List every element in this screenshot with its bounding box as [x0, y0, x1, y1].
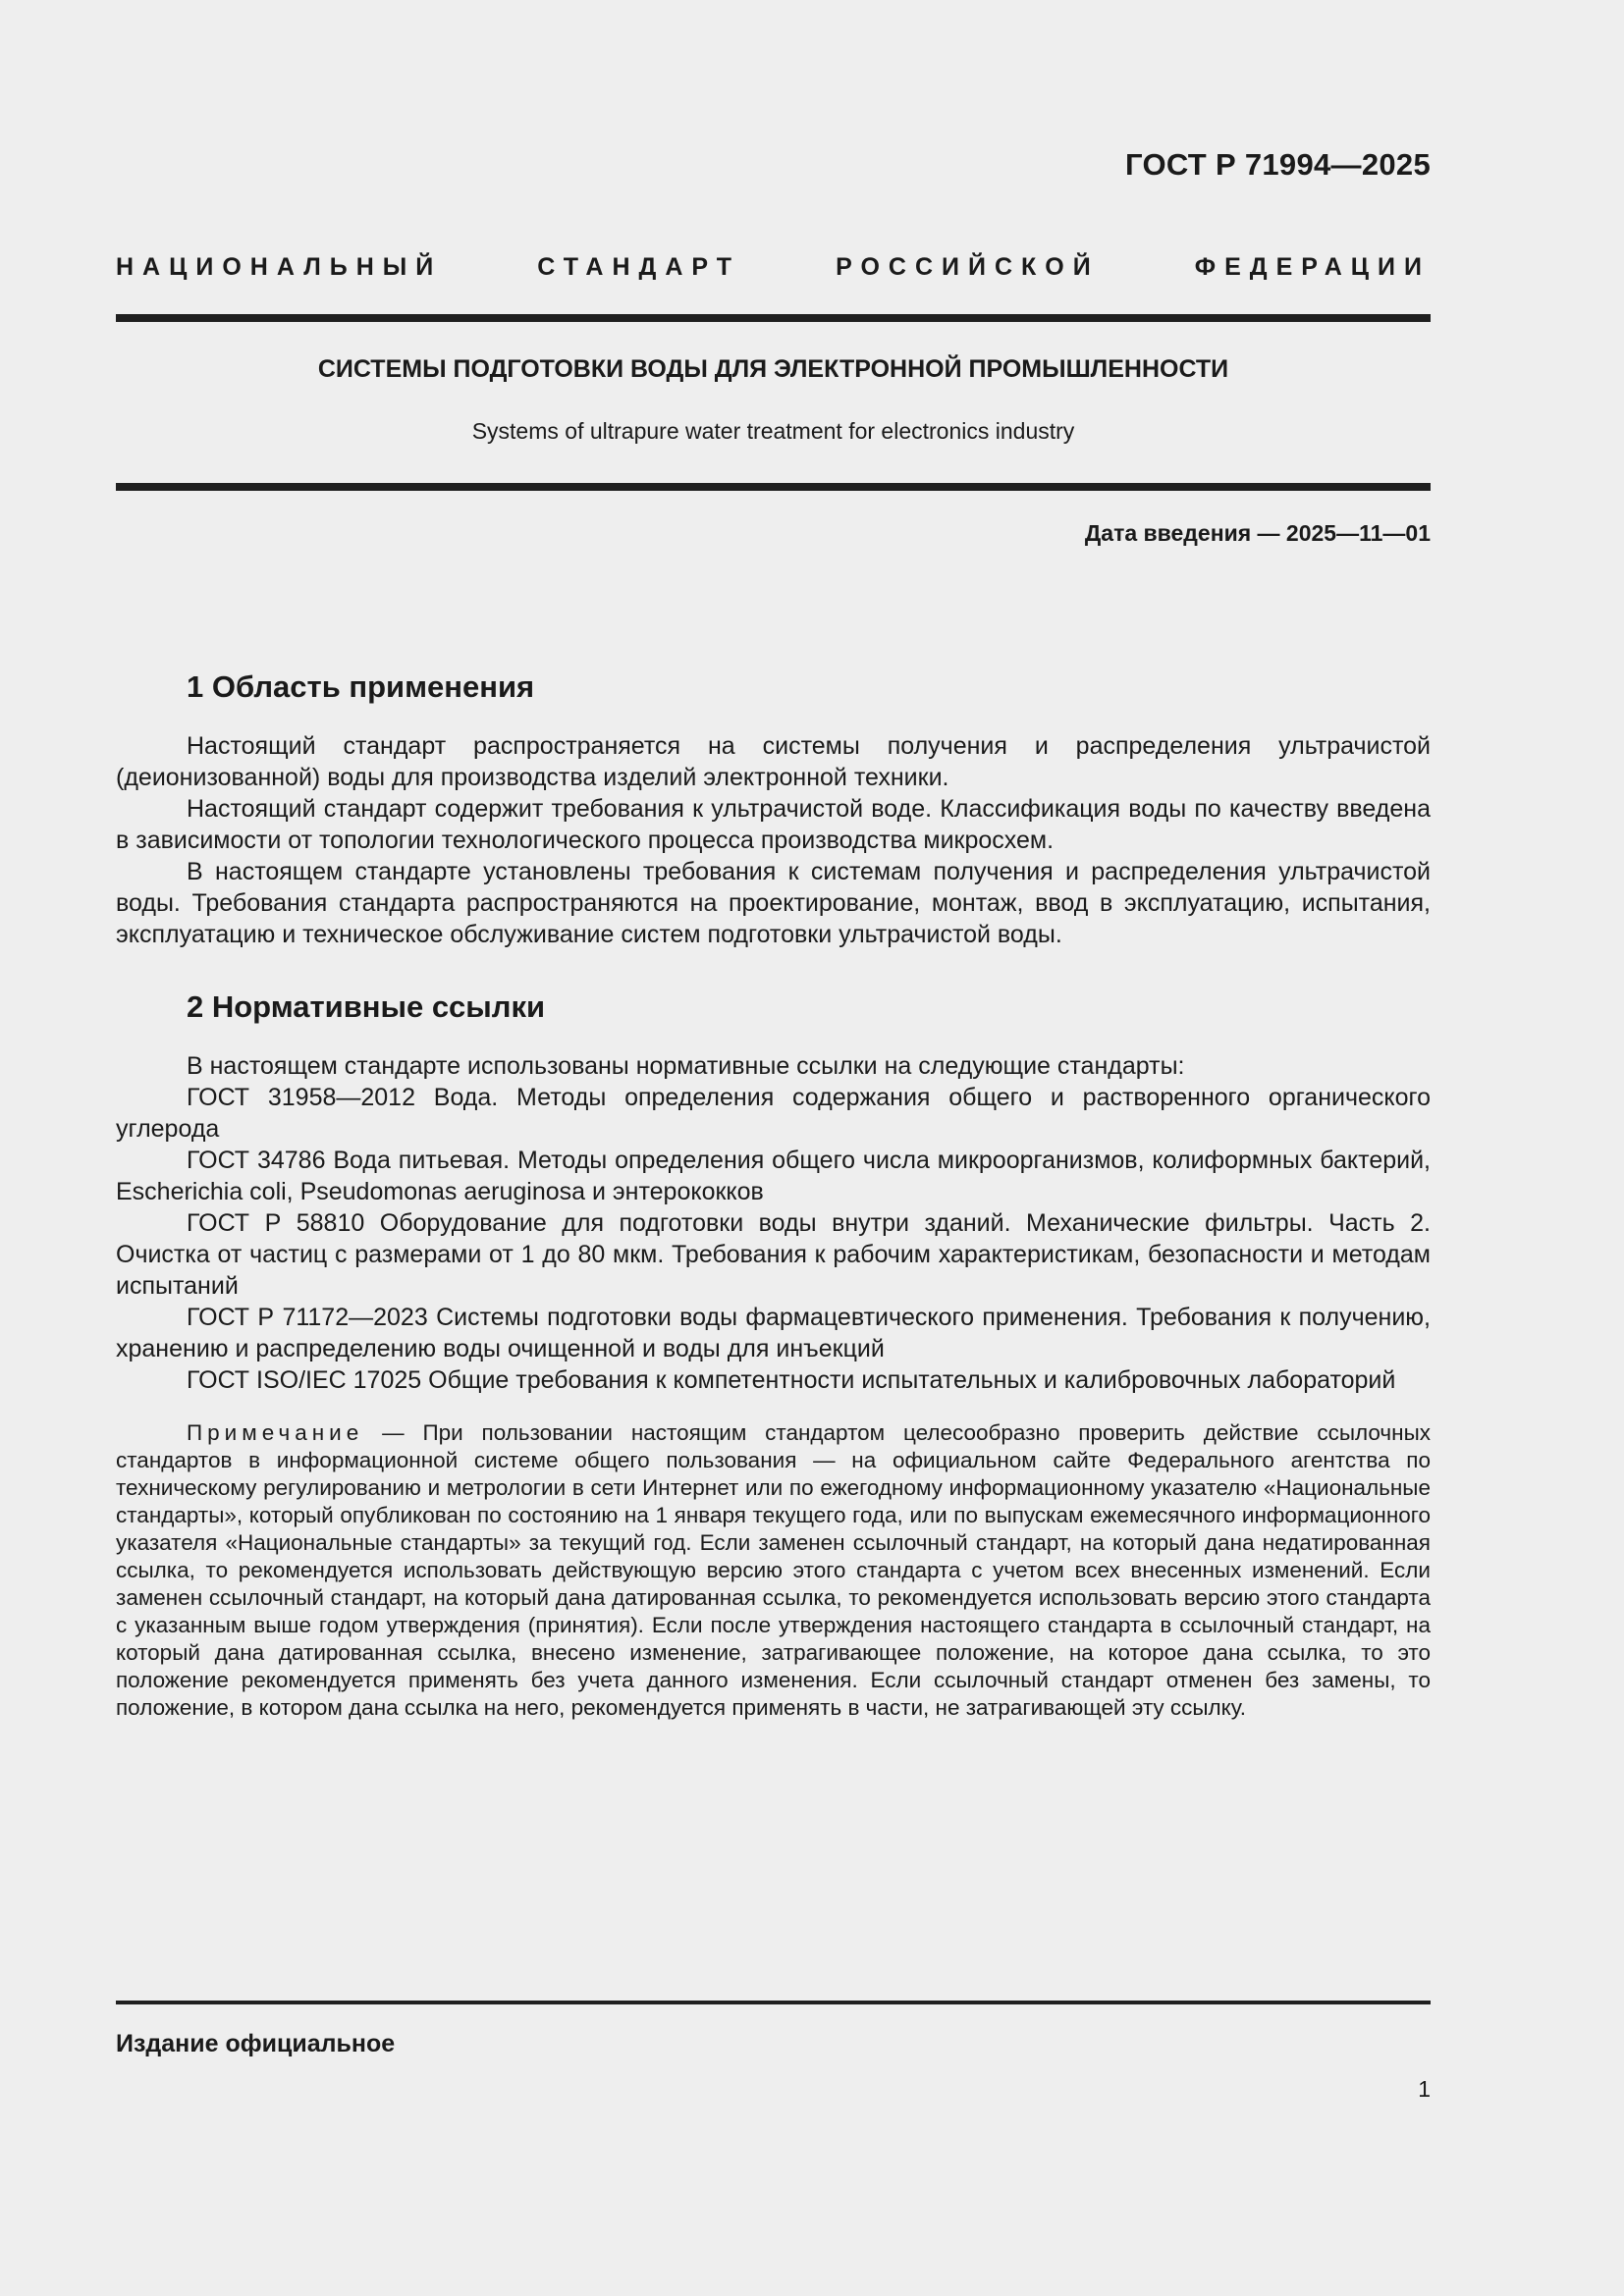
note-label: Примечание	[187, 1420, 364, 1445]
footer-rule	[116, 2001, 1431, 2004]
document-page	[116, 0, 1431, 2296]
section-heading-normative-references: 2 Нормативные ссылки	[187, 989, 546, 1024]
document-number: ГОСТ Р 71994—2025	[1125, 147, 1431, 182]
introduction-date: Дата введения — 2025—11—01	[1084, 520, 1431, 546]
reference-item: ГОСТ 34786 Вода питьевая. Методы определения общего числа микроорганизмов, колиформных бактерий, Escherichia coli, Pseudomonas aeruginosa и энтерококков	[116, 1147, 1431, 1205]
title-bottom-rule	[116, 483, 1431, 491]
document-body	[116, 667, 1431, 1744]
page-number: 1	[1418, 2076, 1431, 2102]
document-title-en: Systems of ultrapure water treatment for electronics industry	[471, 418, 1075, 444]
reference-item: ГОСТ 31958—2012 Вода. Методы определения содержания общего и растворенного органического углерода	[116, 1084, 1431, 1143]
section-heading-scope: 1 Область применения	[187, 669, 535, 704]
references-note	[116, 1419, 1431, 1722]
note-text: — При пользовании настоящим стандартом целесообразно проверить действие ссылочных стандартов в информационной системе общего пользования — на официальном сайте Федерального агентства по техническому регулированию и метрологии в сети Интернет или по ежегодному информационному указателю «Национальные стандарты», который опубликован по состоянию на 1 января текущего года, или по выпускам ежемесячного информационного указателя «Национальные стандарты» за текущий год. Если заменен ссылочный стандарт, на который дана недатированная ссылка, то рекомендуется использовать действующую версию этого стандарта с учетом всех внесенных изменений. Если заменен ссылочный стандарт, на который дана датированная ссылка, то рекомендуется использовать версию этого стандарта с указанным выше годом утверждения (принятия). Если после утверждения настоящего стандарта в ссылочный стандарт, на который дана датированная ссылка, внесено изменение, затрагивающее положение, на которое дана ссылка, то это положение рекомендуется применять без учета данного изменения. Если ссылочный стандарт отменен без замены, то положение, в котором дана ссылка на него, рекомендуется применять в части, не затрагивающей эту ссылку.	[116, 1420, 1431, 1720]
top-rule	[116, 314, 1431, 322]
official-edition-label: Издание официальное	[116, 2030, 396, 2057]
section-spacer	[116, 950, 1431, 988]
reference-item: ГОСТ ISO/IEC 17025 Общие требования к компетентности испытательных и калибровочных лабораторий	[187, 1366, 1396, 1394]
national-standard-header: НАЦИОНАЛЬНЫЙ СТАНДАРТ РОССИЙСКОЙ ФЕДЕРАЦИИ	[116, 253, 1431, 281]
scope-paragraph: Настоящий стандарт распространяется на системы получения и распределения ультрачистой (деионизованной) воды для производства изделий электронной техники.	[116, 732, 1431, 791]
references-intro: В настоящем стандарте использованы нормативные ссылки на следующие стандарты:	[187, 1052, 1185, 1080]
reference-item: ГОСТ Р 58810 Оборудование для подготовки воды внутри зданий. Механические фильтры. Часть 2. Очистка от частиц с размерами от 1 до 80 мкм. Требования к рабочим характеристикам, безопасности и методам испытаний	[116, 1209, 1431, 1300]
reference-item: ГОСТ Р 71172—2023 Системы подготовки воды фармацевтического применения. Требования к получению, хранению и распределению воды очищенной и воды для инъекций	[116, 1304, 1431, 1362]
scope-paragraph: Настоящий стандарт содержит требования к ультрачистой воде. Классификация воды по качеству введена в зависимости от топологии технологического процесса производства микросхем.	[116, 795, 1431, 854]
scope-paragraph: В настоящем стандарте установлены требования к системам получения и распределения ультрачистой воды. Требования стандарта распространяются на проектирование, монтаж, ввод в эксплуатацию, испытания, эксплуатацию и техническое обслуживание систем подготовки ультрачистой воды.	[116, 858, 1431, 948]
document-title-ru: СИСТЕМЫ ПОДГОТОВКИ ВОДЫ ДЛЯ ЭЛЕКТРОННОЙ ПРОМЫШЛЕННОСТИ	[317, 355, 1229, 383]
